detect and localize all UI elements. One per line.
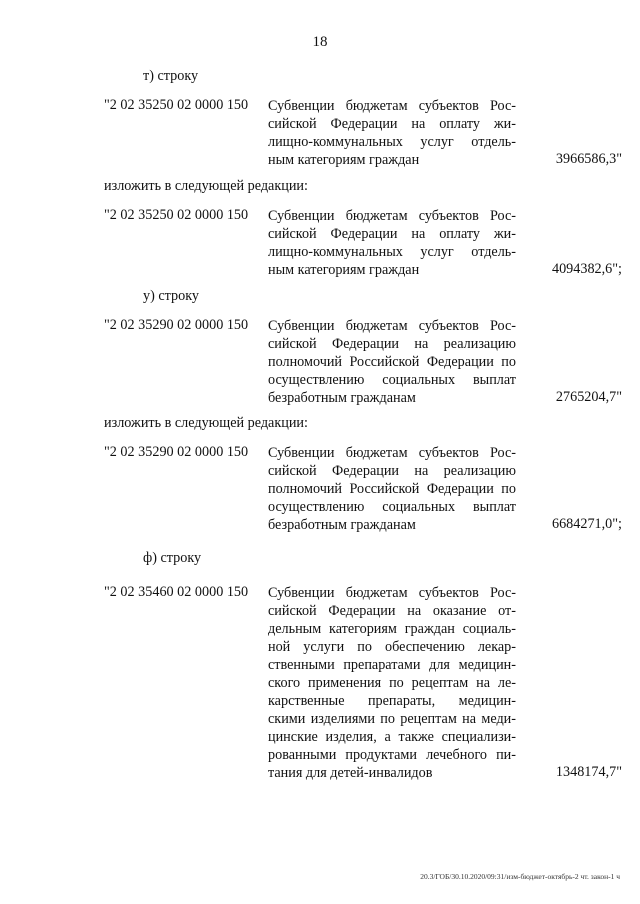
- budget-description: [268, 317, 516, 407]
- description-line: безработным гражданам: [268, 390, 416, 406]
- budget-code: "2 02 35290 02 0000 150: [104, 444, 249, 460]
- section-label: ф) строку: [143, 550, 202, 566]
- budget-description: [268, 207, 516, 279]
- description-line: Субвенции бюджетам субъектов Рос-: [268, 445, 516, 461]
- description-line: сийской Федерации на оказание от-: [268, 603, 516, 619]
- description-line: Субвенции бюджетам субъектов Рос-: [268, 585, 516, 601]
- description-line: полномочий Российской Федерации по: [268, 481, 516, 497]
- description-line: безработным гражданам: [268, 517, 416, 533]
- description-line: Субвенции бюджетам субъектов Рос-: [268, 208, 516, 224]
- description-line: лищно-коммунальных услуг отдель-: [268, 134, 516, 150]
- description-line: тания для детей-инвалидов: [268, 765, 433, 781]
- budget-amount: 3966586,3": [555, 151, 622, 167]
- description-line: осуществлению социальных выплат: [268, 372, 516, 388]
- description-line: ным категориям граждан: [268, 262, 420, 278]
- description-line: полномочий Российской Федерации по: [268, 354, 516, 370]
- budget-code: "2 02 35250 02 0000 150: [104, 97, 249, 113]
- description-line: сийской Федерации на оплату жи-: [268, 226, 516, 242]
- description-line: Субвенции бюджетам субъектов Рос-: [268, 318, 516, 334]
- description-line: рованными продуктами лечебного пи-: [268, 747, 516, 763]
- description-line: осуществлению социальных выплат: [268, 499, 516, 515]
- section-label: изложить в следующей редакции:: [104, 415, 308, 431]
- description-line: дельным категориям граждан социаль-: [268, 621, 516, 637]
- description-line: сийской Федерации на реализацию: [268, 336, 516, 352]
- description-line: карственные препараты, медицин-: [268, 693, 516, 709]
- budget-code: "2 02 35290 02 0000 150: [104, 317, 249, 333]
- section-label: у) строку: [143, 288, 200, 304]
- budget-amount: 2765204,7": [555, 389, 622, 405]
- footer-stamp: 20.3/ГОБ/30.10.2020/09:31/изм-бюджет-октябрь-2 чт. закон-1 ч: [420, 872, 620, 881]
- section-label: т) строку: [143, 68, 199, 84]
- description-line: лищно-коммунальных услуг отдель-: [268, 244, 516, 260]
- budget-description: [268, 97, 516, 169]
- description-line: ной услуги по обеспечению лекар-: [268, 639, 516, 655]
- description-line: ского применения по рецептам на ле-: [268, 675, 516, 691]
- description-line: ным категориям граждан: [268, 152, 420, 168]
- budget-description: [268, 444, 516, 534]
- description-line: цинские изделия, а также специализи-: [268, 729, 516, 745]
- budget-description: [268, 584, 516, 782]
- page-number: 18: [312, 34, 328, 50]
- section-label: изложить в следующей редакции:: [104, 178, 308, 194]
- description-line: Субвенции бюджетам субъектов Рос-: [268, 98, 516, 114]
- budget-code: "2 02 35250 02 0000 150: [104, 207, 249, 223]
- budget-amount: 4094382,6";: [551, 261, 622, 277]
- description-line: сийской Федерации на оплату жи-: [268, 116, 516, 132]
- budget-amount: 6684271,0";: [551, 516, 622, 532]
- description-line: сийской Федерации на реализацию: [268, 463, 516, 479]
- budget-amount: 1348174,7": [555, 764, 622, 780]
- description-line: ственными препаратами для медицин-: [268, 657, 516, 673]
- description-line: скими изделиями по рецептам на меди-: [268, 711, 516, 727]
- budget-code: "2 02 35460 02 0000 150: [104, 584, 249, 600]
